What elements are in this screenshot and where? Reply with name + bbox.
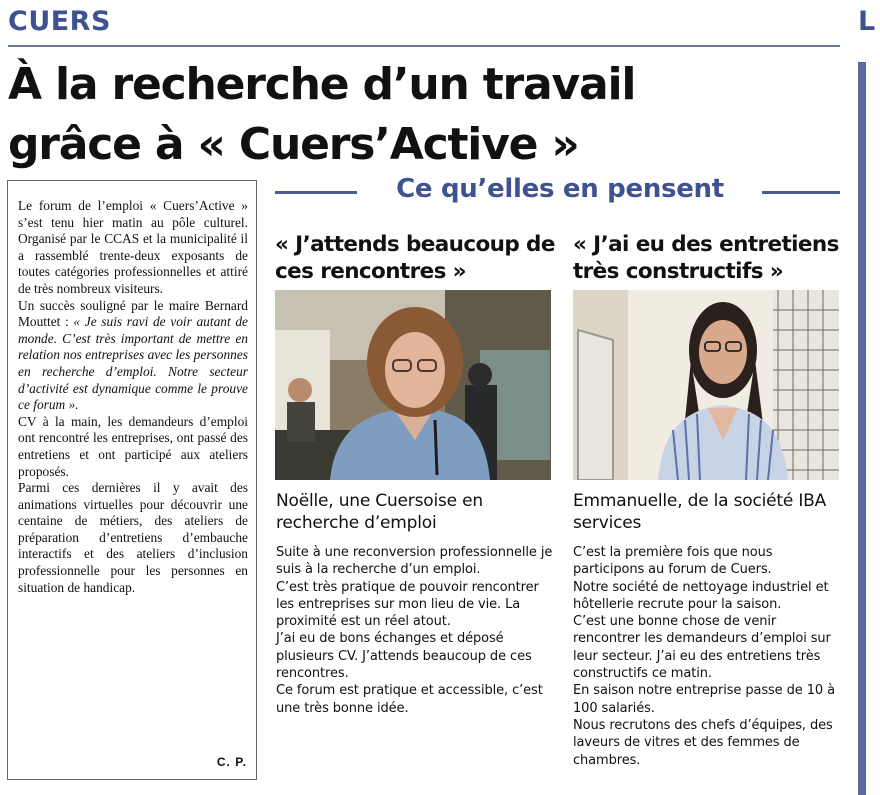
testimonial-body	[573, 544, 847, 769]
testimonial-quote: « J’ai eu des entretiens très constructifs »	[573, 232, 839, 284]
sidebar-rule-left	[275, 191, 357, 194]
adjacent-page-letter: L	[858, 6, 876, 37]
testimonial-paragraph: C’est la première fois que nous participons au forum de Cuers.	[573, 545, 773, 578]
adjacent-page-bar	[858, 62, 866, 795]
article-box	[7, 180, 257, 780]
testimonial-paragraph: Notre société de nettoyage industriel et hôtellerie recrute pour la saison.	[573, 579, 829, 612]
headline	[8, 55, 828, 175]
testimonial-paragraph: Ce forum est pratique et accessible, c’est une très bonne idée.	[276, 683, 543, 716]
section-label: CUERS	[8, 6, 111, 37]
headline-line-1: À la recherche d’un travail	[8, 59, 636, 110]
emmanuelle-photo	[573, 290, 839, 480]
testimonial-paragraph: C’est une bonne chose de venir rencontrer les demandeurs d’emploi sur leur secteur. J’ai eu des entretiens très constructifs ce matin.	[573, 614, 831, 682]
article-paragraph: CV à la main, les demandeurs d’emploi ont rencontré les entreprises, ont passé des entretiens et ont participé aux ateliers proposés.	[18, 413, 248, 479]
article-paragraph: Parmi ces dernières il y avait des animations virtuelles pour découvrir une centaine de métiers, des ateliers de préparation d’entretiens d’embauche interactifs et des ateliers d’inclusion professionnelle pour les personnes en situation de handicap.	[18, 480, 248, 595]
author-signature: C. P.	[216, 755, 247, 769]
sidebar-rule-right	[762, 191, 840, 194]
section-divider	[8, 45, 840, 47]
noelle-photo	[275, 290, 551, 480]
testimonial-body	[276, 544, 557, 717]
testimonial-caption: Emmanuelle, de la société IBA services	[573, 491, 827, 533]
testimonial-paragraph: J’ai eu de bons échanges et déposé plusieurs CV. J’attends beaucoup de ces rencontres.	[276, 631, 532, 682]
article-text	[18, 198, 248, 596]
sidebar-title: Ce qu’elles en pensent	[396, 174, 724, 204]
article-paragraph: Le forum de l’emploi « Cuers’Active » s’est tenu hier matin au pôle culturel. Organisé par le CCAS et la municipalité il a rassemblé trente-deux exposants de toutes catégories professionnelles et attiré de très nombreux visiteurs.	[18, 198, 248, 296]
testimonial-caption: Noëlle, une Cuersoise en recherche d’emploi	[276, 491, 483, 533]
testimonial-paragraph: C’est très pratique de pouvoir rencontrer les entreprises sur mon lieu de vie. La proximité est un réel atout.	[276, 579, 539, 630]
testimonial-quote: « J’attends beaucoup de ces rencontres »	[275, 232, 555, 284]
testimonial-paragraph: En saison notre entreprise passe de 10 à 100 salariés.	[573, 683, 835, 716]
testimonial-paragraph: Nous recrutons des chefs d’équipes, des laveurs de vitres et des femmes de chambres.	[573, 717, 833, 768]
testimonial-paragraph: Suite à une reconversion professionnelle je suis à la recherche d’un emploi.	[276, 545, 553, 578]
article-quote-intro: Un succès souligné par le maire Bernard Mouttet :	[18, 297, 248, 330]
headline-line-2: grâce à « Cuers’Active »	[8, 119, 579, 170]
article-paragraph	[18, 298, 248, 414]
mayor-quote: « Je suis ravi de voir autant de monde. C’est très important de mettre en relation nos entreprises avec les personnes en recherche d’emploi. Notre secteur d’activité est dynamique comme le prouve ce forum ».	[18, 314, 248, 413]
